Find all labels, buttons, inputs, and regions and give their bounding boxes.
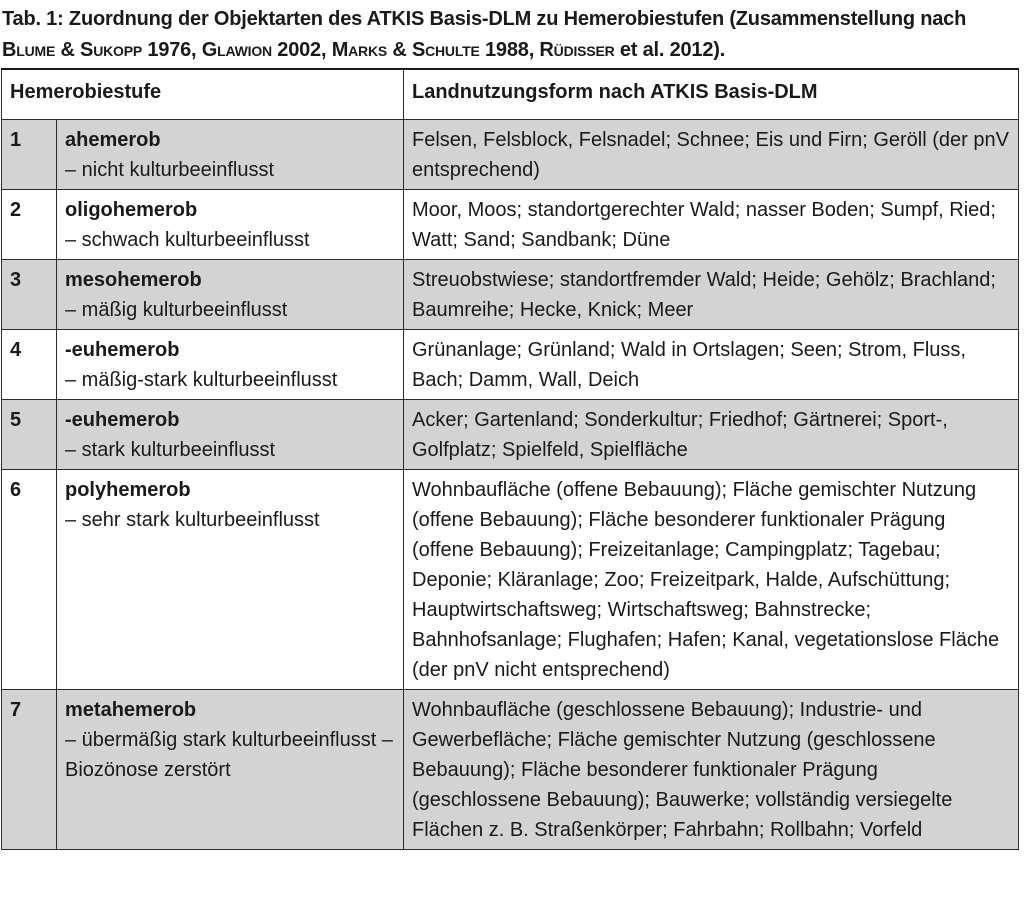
landuse-cell: Felsen, Felsblock, Felsnadel; Schnee; Eis und Firn; Geröll (der pnV entsprechend) <box>404 120 1019 190</box>
row-number: 7 <box>2 690 57 850</box>
stage-cell <box>57 260 404 330</box>
stage-description: – übermäßig stark kulturbeeinflusst – Biozönose zerstört <box>65 729 393 781</box>
stage-name: polyhemerob <box>65 479 191 501</box>
stage-name: ahemerob <box>65 129 161 151</box>
landuse-cell: Streuobstwiese; standortfremder Wald; Heide; Gehölz; Brachland; Baumreihe; Hecke, Knick; Meer <box>404 260 1019 330</box>
header-landuse: Landnutzungsform nach ATKIS Basis-DLM <box>404 69 1019 120</box>
stage-name: metahemerob <box>65 699 197 721</box>
stage-name: -euhemerob <box>65 339 180 361</box>
stage-name: oligohemerob <box>65 199 198 221</box>
caption-separator: 1988, <box>479 39 540 61</box>
caption-separator: 1976, <box>142 39 202 61</box>
caption-separator: 2002, <box>271 39 332 61</box>
stage-name: mesohemerob <box>65 269 202 291</box>
table-row <box>2 260 1019 330</box>
caption-prefix: Tab. 1: Zuordnung der Objektarten des ATKIS Basis-DLM zu Hemerobiestufen (Zusammenstellung nach <box>2 8 967 30</box>
table-row <box>2 470 1019 690</box>
row-number: 3 <box>2 260 57 330</box>
caption-suffix: et al. 2012). <box>614 39 726 61</box>
stage-description: – sehr stark kulturbeeinflusst <box>65 509 320 531</box>
caption-author: Glawion <box>201 39 272 61</box>
caption-author: Blume & Sukopp <box>2 39 142 61</box>
stage-description: – mäßig-stark kulturbeeinflusst <box>65 369 338 391</box>
landuse-cell: Acker; Gartenland; Sonderkultur; Friedhof; Gärtnerei; Sport-, Golfplatz; Spielfeld, Spielfläche <box>404 400 1019 470</box>
stage-cell <box>57 330 404 400</box>
header-stage: Hemerobiestufe <box>2 69 404 120</box>
header-row <box>2 69 1019 120</box>
stage-cell <box>57 190 404 260</box>
hemeroby-table <box>1 68 1019 850</box>
stage-cell <box>57 690 404 850</box>
table-row <box>2 330 1019 400</box>
landuse-cell: Wohnbaufläche (geschlossene Bebauung); Industrie- und Gewerbefläche; Fläche gemischter Nutzung (geschlossene Bebauung); Fläche besonderer funktionaler Prägung (geschlossene Bebauung); Bauwerke; vollständig versiegelte Flächen z. B. Straßenkörper; Fahrbahn; Rollbahn; Vorfeld <box>404 690 1019 850</box>
table-row <box>2 190 1019 260</box>
stage-cell <box>57 120 404 190</box>
landuse-cell: Grünanlage; Grünland; Wald in Ortslagen; Seen; Strom, Fluss, Bach; Damm, Wall, Deich <box>404 330 1019 400</box>
table-row <box>2 690 1019 850</box>
stage-cell <box>57 400 404 470</box>
stage-description: – mäßig kulturbeeinflusst <box>65 299 288 321</box>
landuse-cell: Moor, Moos; standortgerechter Wald; nasser Boden; Sumpf, Ried; Watt; Sand; Sandbank; Düne <box>404 190 1019 260</box>
stage-description: – stark kulturbeeinflusst <box>65 439 276 461</box>
table-caption <box>2 4 1020 66</box>
row-number: 1 <box>2 120 57 190</box>
row-number: 5 <box>2 400 57 470</box>
row-number: 4 <box>2 330 57 400</box>
stage-name: -euhemerob <box>65 409 180 431</box>
landuse-cell: Wohnbaufläche (offene Bebauung); Fläche gemischter Nutzung (offene Bebauung); Fläche besonderer funktionaler Prägung (offene Bebauung); Freizeitanlage; Campingplatz; Tagebau; Deponie; Kläranlage; Zoo; Freizeitpark, Halde, Aufschüttung; Hauptwirtschaftsweg; Wirtschaftsweg; Bahnstrecke; Bahnhofsanlage; Flughafen; Hafen; Kanal, vegetationslose Fläche (der pnV nicht entsprechend) <box>404 470 1019 690</box>
table-row <box>2 400 1019 470</box>
caption-author: Marks & Schulte <box>331 39 480 61</box>
row-number: 2 <box>2 190 57 260</box>
row-number: 6 <box>2 470 57 690</box>
table-row <box>2 120 1019 190</box>
stage-cell <box>57 470 404 690</box>
stage-description: – schwach kulturbeeinflusst <box>65 229 310 251</box>
caption-author: Rüdisser <box>539 39 615 61</box>
stage-description: – nicht kulturbeeinflusst <box>65 159 275 181</box>
